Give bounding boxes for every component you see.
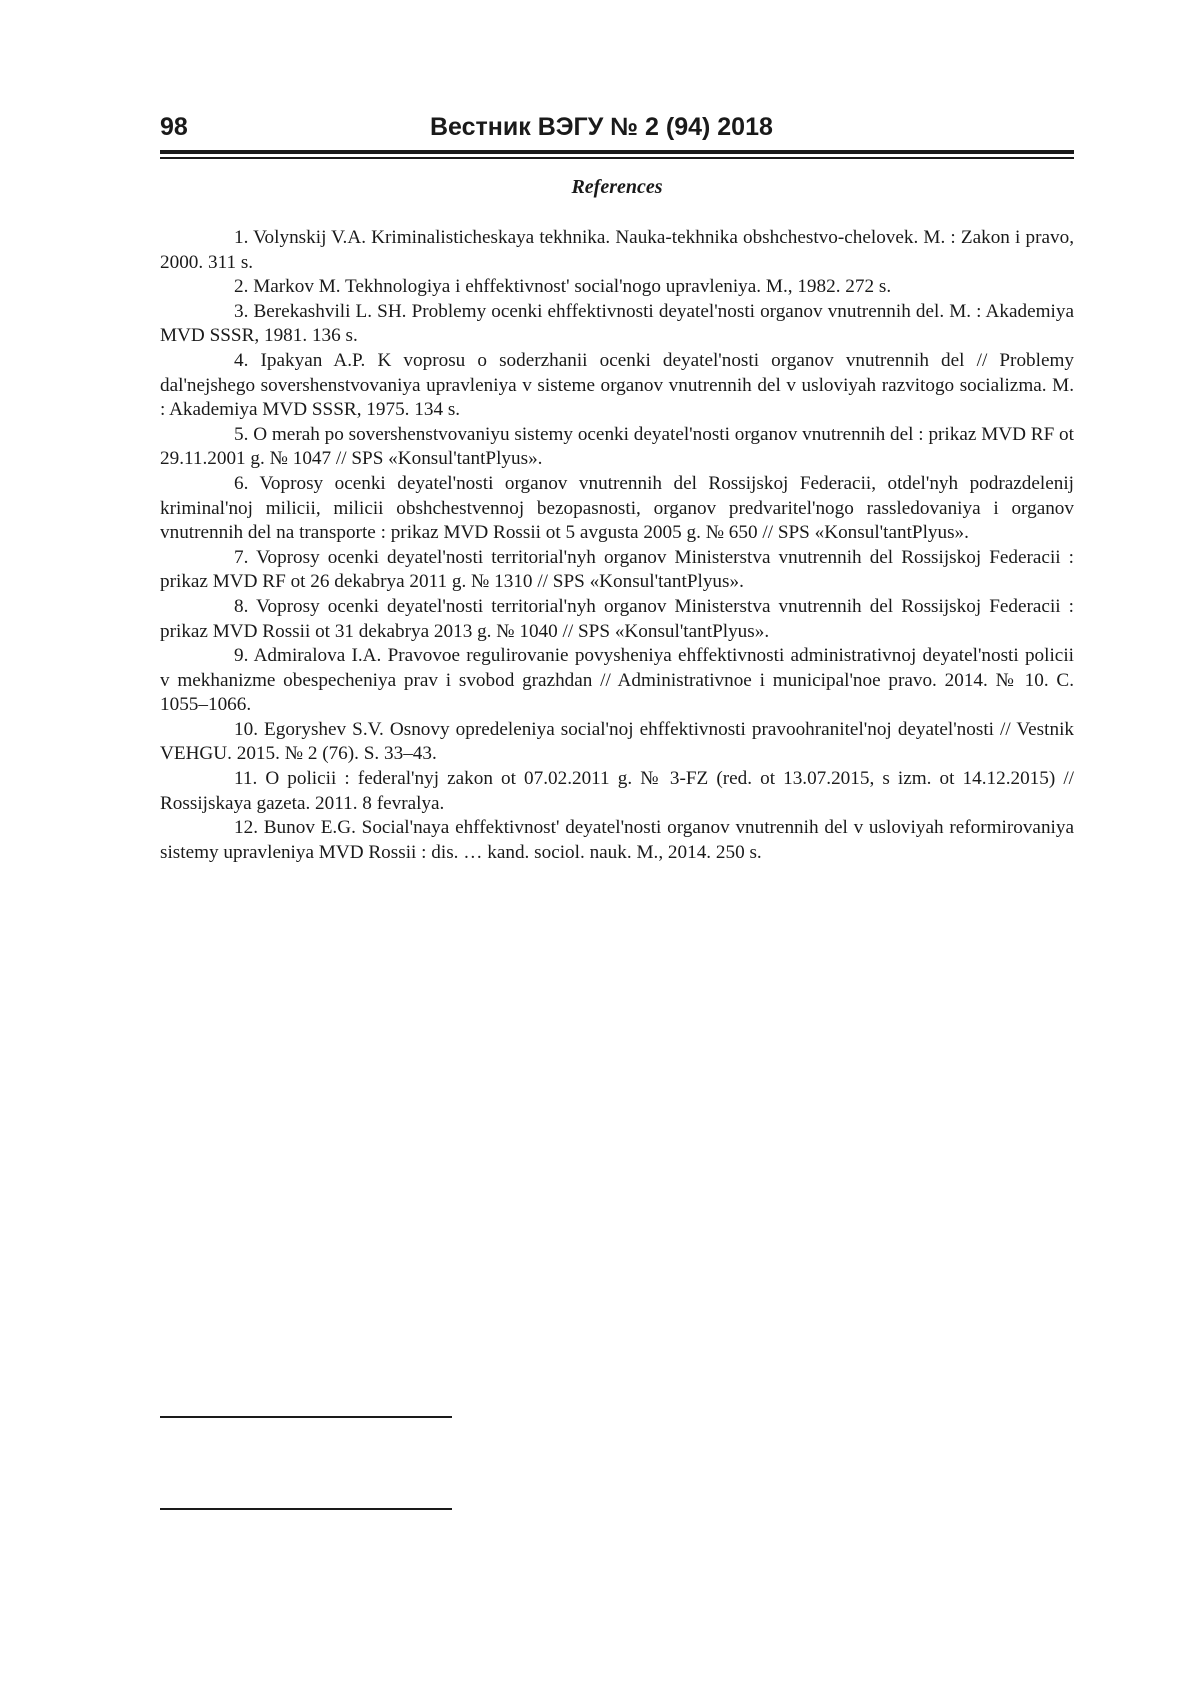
journal-title: Вестник ВЭГУ № 2 (94) 2018 — [430, 113, 773, 141]
reference-item-1: 1. Volynskij V.A. Kriminalisticheskaya tekhnika. Nauka-tekhnika obshchestvo-chelovek. M. : Zakon i pravo, 2000. 311 s. — [160, 227, 1074, 273]
reference-item-6: 6. Voprosy ocenki deyatel'nosti organov vnutrennih del Rossijskoj Federacii, otdel'nyh podrazdelenij kriminal'noj milicii, milicii obshchestvennoj bezopasnosti, organov predvaritel'nogo rassledovaniya i organov vnutrennih del na transporte : prikaz MVD Rossii ot 5 avgusta 2005 g. № 650 // SPS «Konsul'tantPlyus». — [160, 472, 1074, 544]
references-heading: References — [571, 176, 663, 198]
reference-item-2: 2. Markov M. Tekhnologiya i ehffektivnost' social'nogo upravleniya. M., 1982. 272 s. — [234, 276, 892, 298]
reference-item-8: 8. Voprosy ocenki deyatel'nosti territorial'nyh organov Ministerstva vnutrennih del Rossijskoj Federacii : prikaz MVD Rossii ot 31 dekabrya 2013 g. № 1040 // SPS «Konsul'tantPlyus». — [160, 595, 1074, 642]
reference-item-3: 3. Berekashvili L. SH. Problemy ocenki ehffektivnosti deyatel'nosti organov vnutrennih del. M. : Akademiya MVD SSSR, 1981. 136 s. — [160, 300, 1074, 347]
page-number: 98 — [160, 113, 188, 141]
reference-item-11: 11. O policii : federal'nyj zakon ot 07.02.2011 g. № 3-FZ (red. ot 13.07.2015, s izm. ot 14.12.2015) // Rossijskaya gazeta. 2011. 8 fevralya. — [160, 768, 1074, 814]
running-header — [160, 112, 1074, 142]
reference-item-12: 12. Bunov E.G. Social'naya ehffektivnost' deyatel'nosti organov vnutrennih del v usloviyah reformirovaniya sistemy upravleniya MVD Rossii : dis. … kand. sociol. nauk. M., 2014. 250 s. — [160, 817, 1074, 863]
references-list — [160, 226, 1074, 865]
footnote-rule — [160, 1416, 452, 1418]
reference-item-9: 9. Admiralova I.A. Pravovoe regulirovanie povysheniya ehffektivnosti administrativnoj deyatel'nosti policii v mekhanizme obespecheniya prav i svobod grazhdan // Administrativnoe i municipal'noe pravo. 2014. № 10. C. 1055–1066. — [160, 645, 1074, 716]
reference-item-7: 7. Voprosy ocenki deyatel'nosti territorial'nyh organov Ministerstva vnutrennih del Rossijskoj Federacii : prikaz MVD RF ot 26 dekabrya 2011 g. № 1310 // SPS «Konsul'tantPlyus». — [160, 546, 1074, 593]
footnote-rule — [160, 1508, 452, 1510]
header-rule-thin — [160, 157, 1074, 159]
header-rule-thick — [160, 150, 1074, 154]
reference-item-4: 4. Ipakyan A.P. K voprosu o soderzhanii ocenki deyatel'nosti organov vnutrennih del // Problemy dal'nejshego sovershenstvovaniya upravleniya v sisteme organov vnutrennih del v usloviyah razvitogo socializma. M. : Akademiya MVD SSSR, 1975. 134 s. — [160, 349, 1074, 421]
reference-item-5: 5. O merah po sovershenstvovaniyu sistemy ocenki deyatel'nosti organov vnutrennih del : prikaz MVD RF ot 29.11.2001 g. № 1047 // SPS «Konsul'tantPlyus». — [160, 423, 1074, 470]
reference-item-10: 10. Egoryshev S.V. Osnovy opredeleniya social'noj ehffektivnosti pravoohranitel'noj deyatel'nosti // Vestnik VEHGU. 2015. № 2 (76). S. 33–43. — [160, 718, 1074, 765]
